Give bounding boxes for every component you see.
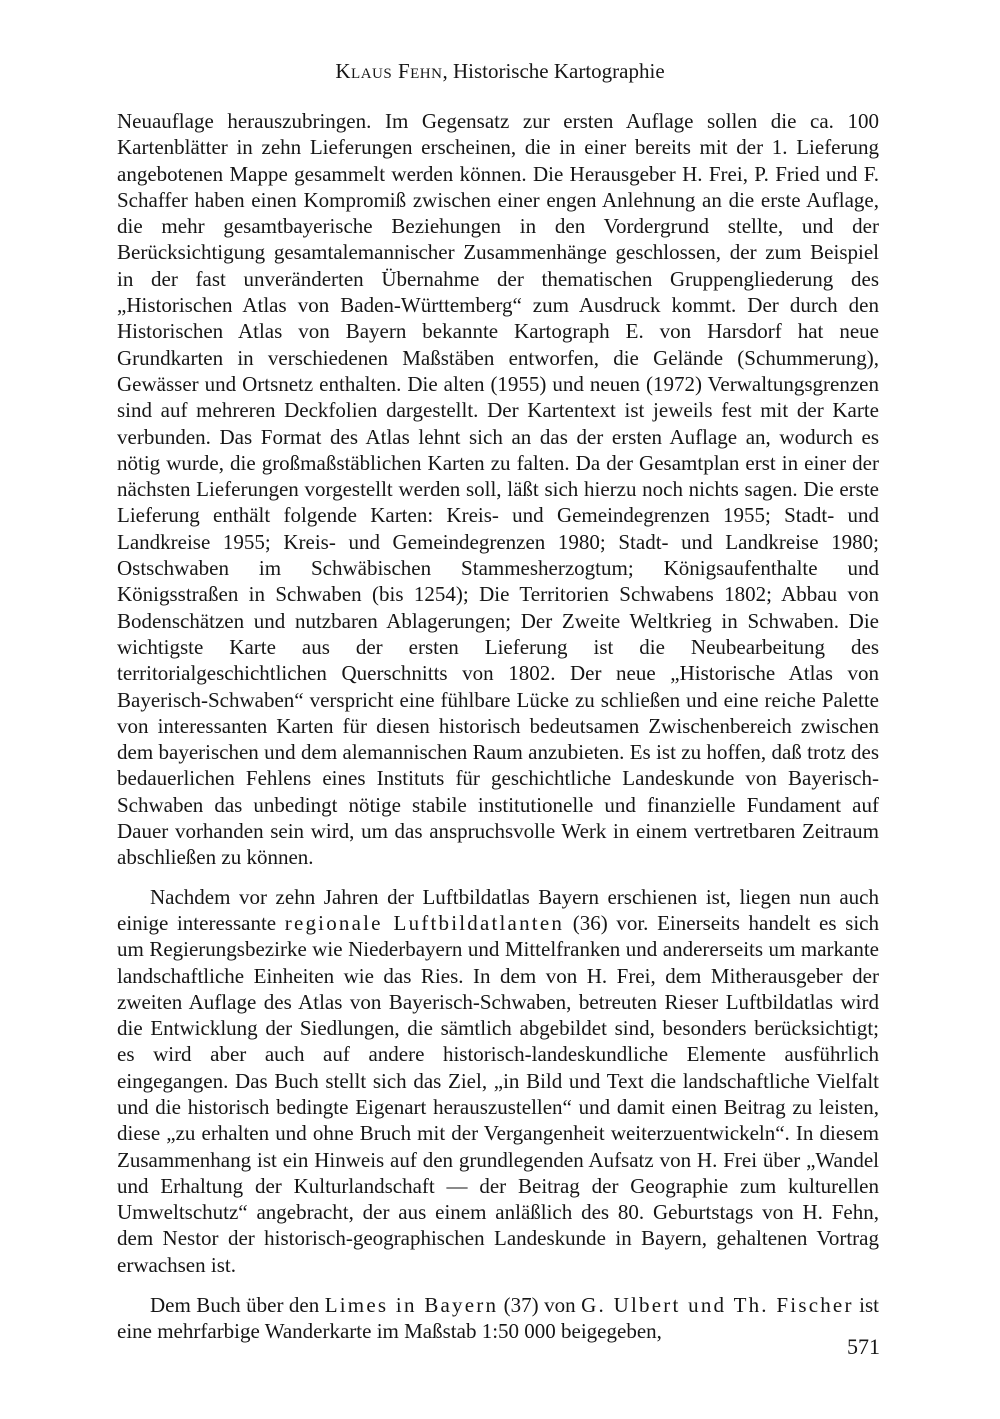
paragraph-continuation: Neuauflage herauszubringen. Im Gegensatz zur ersten Auflage sollen die ca. 100 Kartenblätter in zehn Lieferungen erscheinen, die in einer bereits mit der 1. Lieferung angebotenen Mappe gesammelt werden können. Die Herausgeber H. Frei, P. Fried und F. Schaffer haben einen Kompromiß zwischen einer engen Anlehnung an die erste Auflage, die mehr gesamtbayerische Beziehungen in den Vordergrund stellte, und der Berücksichtigung gesamtalemannischer Zusammenhänge geschlossen, der zum Beispiel in der fast unveränderten Übernahme der thematischen Gruppengliederung des „Historischen Atlas von Baden-Württemberg“ zum Ausdruck kommt. Der durch den Historischen Atlas von Bayern bekannte Kartograph E. von Harsdorf hat neue Grundkarten in verschiedenen Maßstäben entworfen, die Gelände (Schummerung), Gewässer und Ortsnetz enthalten. Die alten (1955) und neuen (1972) Verwaltungsgrenzen sind auf mehreren Deckfolien dargestellt. Der Kartentext ist jeweils fest mit der Karte verbunden. Das Format des Atlas lehnt sich an das der ersten Auflage an, wodurch es nötig wurde, die großmaßstäblichen Karten zu falten. Da der Gesamtplan erst in einer der nächsten Lieferungen vorgestellt werden soll, läßt sich hierzu noch nichts sagen. Die erste Lieferung enthält folgende Karten: Kreis- und Gemeindegrenzen 1955; Stadt- und Landkreise 1955; Kreis- und Gemeindegrenzen 1980; Stadt- und Landkreise 1980; Ostschwaben im Schwäbischen Stammesherzogtum; Königsaufenthalte und Königsstraßen in Schwaben (bis 1254); Die Territorien Schwabens 1802; Abbau von Bodenschätzen und nutzbaren Ablagerungen; Der Zweite Weltkrieg in Schwaben. Die wichtigste Karte aus der ersten Lieferung ist die Neubearbeitung des territorialgeschichtlichen Querschnitts von 1802. Der neue „Historische Atlas von Bayerisch-Schwaben“ verspricht eine fühlbare Lücke zu schließen und eine reiche Palette von interessanten Karten für diesen historisch bedeutsamen Zwischenbereich zwischen dem bayerischen und dem alemannischen Raum anzubieten. Es ist zu hoffen, daß trotz des bedauerlichen Fehlens eines Instituts für geschichtliche Landeskunde von Bayerisch-Schwaben das unbedingt nötige stabile institutionelle und finanzielle Fundament auf Dauer vorhanden sein wird, um das anspruchsvolle Werk in einem vertretbaren Zeitraum abschließen zu können. — [117, 109, 879, 870]
paragraph-text: (36) vor. Einerseits handelt es sich um Regierungsbezirke wie Niederbayern und Mittelfranken und andererseits um markante landschaftliche Einheiten wie das Ries. In dem von H. Frei, dem Mitherausgeber der zweiten Auflage des Atlas von Bayerisch-Schwaben, betreuten Rieser Luftbildatlas wird die Entwicklung der Siedlungen, die sämtlich abgebildet sind, besonders berücksichtigt; es wird aber auch auf andere historisch-landeskundliche Elemente ausführlich eingegangen. Das Buch stellt sich das Ziel, „in Bild und Text die landschaftliche Vielfalt und die historisch bedingte Eigenart herauszustellen“ und damit einen Beitrag zu leisten, diese „zu erhalten und ohne Bruch mit der Vergangenheit weiterzuentwickeln“. In diesem Zusammenhang ist ein Hinweis auf den grundlegenden Aufsatz von H. Frei über „Wandel und Erhaltung der Kulturlandschaft — der Beitrag der Geographie zum kulturellen Umweltschutz“ angebracht, der aus einem anläßlich des 80. Geburtstags von H. Fehn, dem Nestor der historisch-geographischen Landeskunde in Bayern, gehaltenen Vortrag erwachsen ist. — [117, 910, 880, 1277]
paragraph-text: Dem Buch über den — [150, 1293, 325, 1318]
emphasis-spaced: G. Ulbert und Th. Fischer — [581, 1293, 854, 1318]
paragraph-luftbildatlanten — [117, 884, 879, 1278]
paragraph-text: Nachdem vor zehn Jahren der Luftbildatlas Bayern erschienen ist, liegen nun auch einige interessante — [117, 884, 879, 935]
paragraph-text: (37) von — [498, 1293, 582, 1318]
running-head-separator: , — [442, 59, 453, 83]
running-head-title: Historische Kartographie — [452, 59, 665, 83]
running-head-author: Klaus Fehn — [335, 59, 443, 83]
emphasis-spaced: regionale Luftbildatlanten — [284, 910, 565, 935]
emphasis-spaced: Limes in Bayern — [324, 1293, 499, 1318]
paragraph-text: ist eine mehrfarbige Wanderkarte im Maßstab 1:50 000 beigegeben, — [117, 1293, 879, 1344]
paragraph-limes — [117, 1292, 879, 1345]
running-head — [0, 58, 1000, 84]
body-text — [117, 108, 879, 1345]
page-number: 571 — [847, 1334, 880, 1359]
